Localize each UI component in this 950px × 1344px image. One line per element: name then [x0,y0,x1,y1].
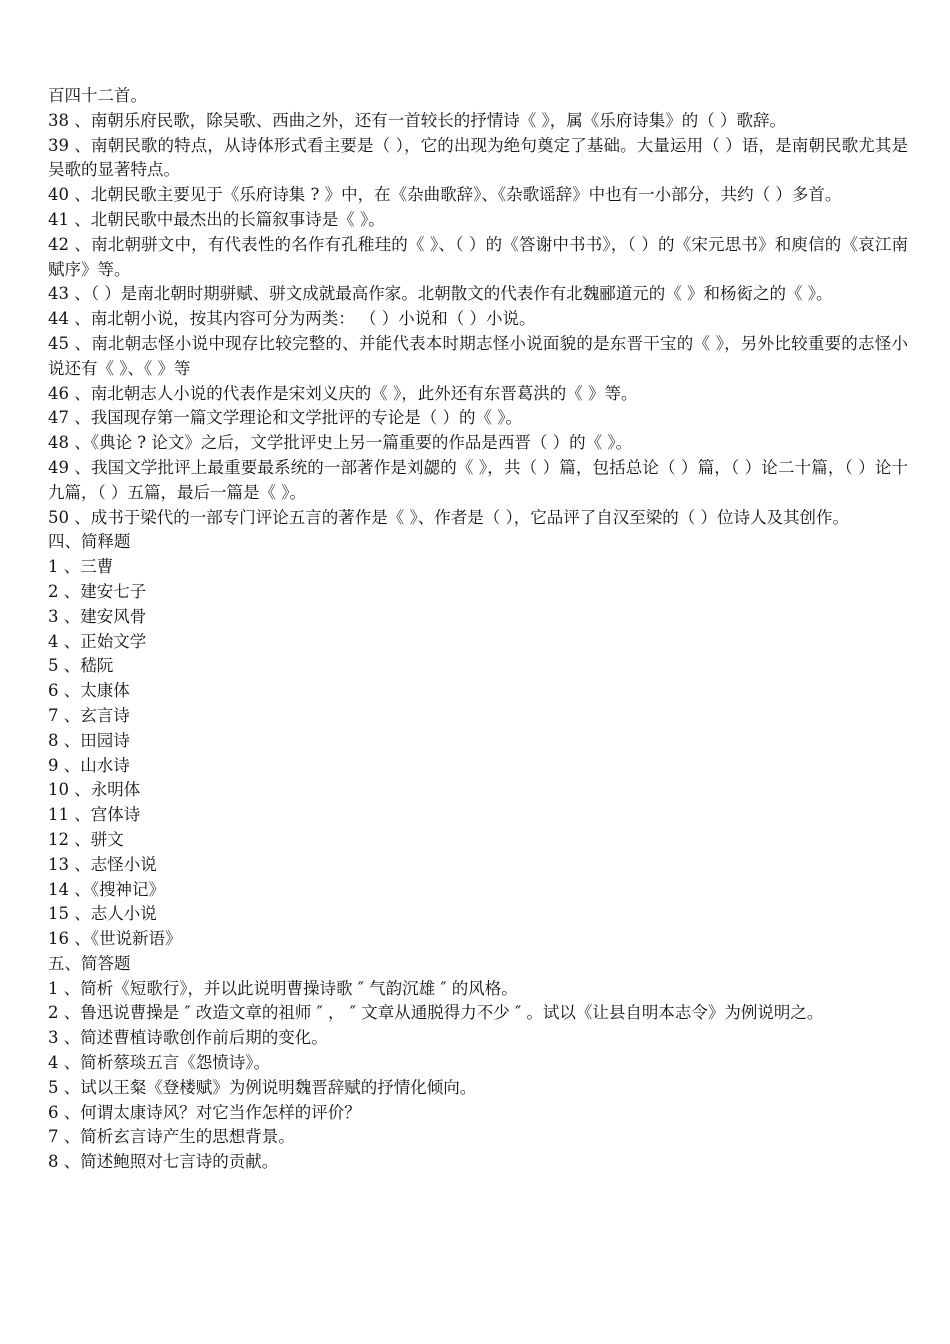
term-item: 8 、田园诗 [48,730,130,750]
fill-blank-question-38: 38 、南朝乐府民歌，除吴歌、西曲之外，还有一首较长的抒情诗《 》，属《乐府诗集》的（ ）歌辞。 [48,110,786,130]
fill-blank-question-42: 42 、南北朝骈文中，有代表性的名作有孔稚珪的《 》、（ ）的《答谢中书书》，（ ）的《宋元思书》和庾信的《哀江南赋序》等。 [48,234,908,279]
term-item: 9 、山水诗 [48,755,130,775]
fill-blank-question-49: 49 、我国文学批评上最重要最系统的一部著作是刘勰的《 》，共（ ）篇，包括总论（ ）篇，（ ）论二十篇，（ ）论十九篇，（ ）五篇，最后一篇是《 》。 [48,457,908,502]
term-item: 4 、正始文学 [48,631,147,651]
term-item: 1 、三曹 [48,557,114,577]
document-page [48,84,908,1175]
term-item: 15 、志人小说 [48,904,157,924]
fill-blank-question-47: 47 、我国现存第一篇文学理论和文学批评的专论是（ ）的《 》。 [48,408,522,428]
term-item: 7 、玄言诗 [48,705,130,725]
term-item: 16 、《世说新语》 [48,929,182,949]
term-item: 12 、骈文 [48,829,124,849]
term-item: 5 、嵇阮 [48,656,114,676]
short-answer-question: 3 、简述曹植诗歌创作前后期的变化。 [48,1028,328,1048]
term-item: 13 、志怪小说 [48,854,157,874]
text-line: 百四十二首。 [48,86,147,105]
short-answer-question: 7 、简析玄言诗产生的思想背景。 [48,1127,295,1147]
term-item: 10 、永明体 [48,780,141,800]
short-answer-question: 2 、鲁迅说曹操是 ″ 改造文章的祖师 ″ ， ″ 文章从通脱得力不少 ″ 。试以《让县自明本志令》为例说明之。 [48,1003,824,1023]
fill-blank-question-50: 50 、成书于梁代的一部专门评论五言的著作是《 》、作者是（ ），它品评了自汉至梁的（ ）位诗人及其创作。 [48,507,849,527]
short-answer-question: 6 、何谓太康诗风？对它当作怎样的评价？ [48,1102,361,1122]
term-item: 14 、《搜神记》 [48,879,165,899]
term-item: 2 、建安七子 [48,581,147,601]
short-answer-question: 8 、简述鲍照对七言诗的贡献。 [48,1152,279,1172]
fill-blank-question-41: 41 、北朝民歌中最杰出的长篇叙事诗是《 》。 [48,209,385,229]
term-item: 11 、宫体诗 [48,805,141,825]
fill-blank-question-46: 46 、南北朝志人小说的代表作是宋刘义庆的《 》，此外还有东晋葛洪的《 》等。 [48,383,638,403]
fill-blank-question-39: 39 、南朝民歌的特点，从诗体形式看主要是（ ），它的出现为绝句奠定了基础。大量运用（ ）语，是南朝民歌尤其是吴歌的显著特点。 [48,135,908,180]
fill-blank-question-40: 40 、北朝民歌主要见于《乐府诗集 ? 》中，在《杂曲歌辞》、《杂歌谣辞》中也有一小部分，共约（ ）多首。 [48,185,842,205]
short-answer-question: 1 、简析《短歌行》，并以此说明曹操诗歌 ″ 气韵沉雄 ″ 的风格。 [48,978,518,998]
short-answer-question: 5 、试以王粲《登楼赋》为例说明魏晋辞赋的抒情化倾向。 [48,1077,477,1097]
section-heading-term-explanation: 四、简释题 [48,532,131,552]
section-heading-short-answer: 五、简答题 [48,953,131,973]
term-item: 6 、太康体 [48,681,130,701]
fill-blank-question-45: 45 、南北朝志怪小说中现存比较完整的、并能代表本时期志怪小说面貌的是东晋干宝的《 》，另外比较重要的志怪小说还有《 》、《 》等 [48,333,908,378]
short-answer-question: 4 、简析蔡琰五言《怨愤诗》。 [48,1053,270,1073]
fill-blank-question-44: 44 、南北朝小说，按其内容可分为两类： （ ）小说和（ ）小说。 [48,309,536,329]
fill-blank-question-43: 43 、（ ）是南北朝时期骈赋、骈文成就最高作家。北朝散文的代表作有北魏郦道元的《 》和杨衒之的《 》。 [48,284,833,304]
fill-blank-question-48: 48 、《典论 ? 论文》之后，文学批评史上另一篇重要的作品是西晋（ ）的《 》。 [48,433,633,453]
term-item: 3 、建安风骨 [48,606,147,626]
